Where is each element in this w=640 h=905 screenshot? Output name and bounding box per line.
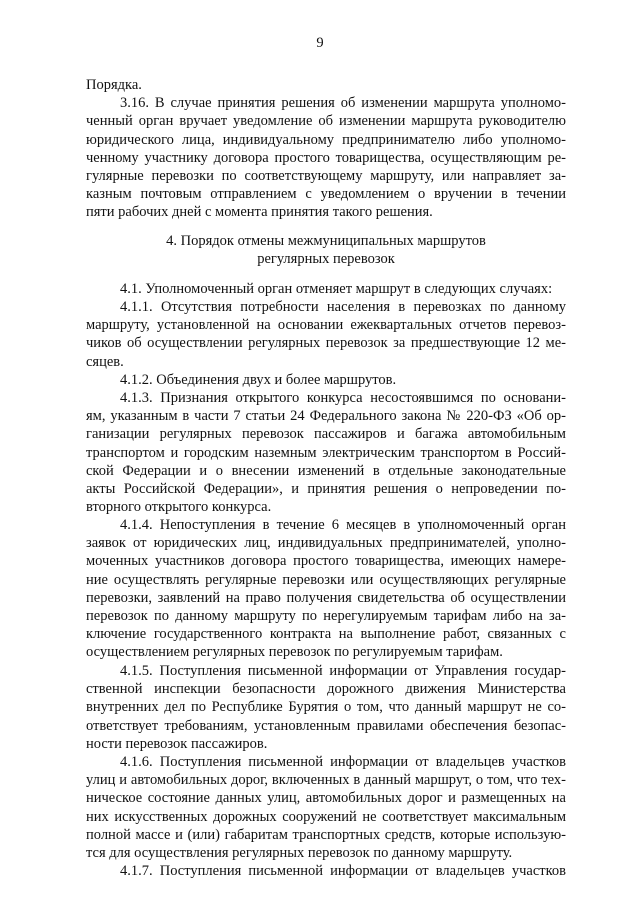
page-number: 9 <box>316 35 324 51</box>
text-line: чиков об осуществлении регулярных перевозок за предшествующие 12 ме- <box>86 335 566 352</box>
text-line: казным почтовым отправлением с уведомлением о вручении в течении <box>86 186 566 203</box>
text-line: ности перевозок пассажиров. <box>86 735 268 752</box>
text-line: 4.1. Уполномоченный орган отменяет маршрут в следующих случаях: <box>120 281 553 297</box>
text-line: транспортом и городским наземным электрическим транспортом в Россий- <box>86 444 566 461</box>
paragraph-4-1-4 <box>86 516 566 662</box>
paragraph-4-1 <box>86 280 566 298</box>
text-line: перевозок по данному маршруту по нерегулируемым тарифам либо на за- <box>86 608 566 625</box>
paragraph-4-1-1 <box>86 298 566 371</box>
paragraph-4-1-6 <box>86 753 566 862</box>
text-line: сяцев. <box>86 353 124 370</box>
text-line: ганизации регулярных перевозок пассажиров и багажа автомобильным <box>86 426 566 443</box>
text-line: осуществлением регулярных перевозок по регулируемым тарифам. <box>86 644 503 661</box>
text-line: маршруту, установленной на основании ежеквартальных отчетов перевоз- <box>86 317 566 334</box>
text-line: ответствует требованиям, установленным правилами обеспечения безопас- <box>86 717 566 734</box>
paragraph-4-1-5 <box>86 662 566 753</box>
text-line: заявок от юридических лиц, индивидуальных предпринимателей, уполно- <box>86 535 566 552</box>
text-line: 4.1.7. Поступления письменной информации от владельцев участков <box>120 863 566 879</box>
text-line: гулярные перевозки по соответствующему маршруту, или направляет за- <box>86 168 566 185</box>
text-line: ственной инспекции безопасности дорожного движения Министерства <box>86 681 566 698</box>
text-line: юридического лица, индивидуальному предпринимателю либо уполномо- <box>86 131 566 148</box>
text-line: тся для осуществления регулярных перевозок по данному маршруту. <box>86 845 513 862</box>
text-line: 4.1.1. Отсутствия потребности населения в перевозках по данному <box>120 299 566 315</box>
text-line: пяти рабочих дней с момента принятия такого решения. <box>86 204 433 221</box>
paragraph-3-16 <box>86 76 566 222</box>
text-line: 4.1.4. Непоступления в течение 6 месяцев в уполномоченный орган <box>120 517 566 533</box>
text-line: 3.16. В случае принятия решения об изменении маршрута уполномо- <box>120 95 566 112</box>
text-line: моченных участников договора простого товарищества, имеющих намере- <box>86 553 566 570</box>
text-line: внутренних дел по Республике Бурятия о том, что данный маршрут не со- <box>86 699 566 716</box>
text-line: перевозки, заявлений на право получения свидетельства об осуществлении <box>86 589 566 606</box>
text-line: ям, указанным в части 7 статьи 24 Федерального закона № 220-ФЗ «Об ор- <box>86 408 566 425</box>
text-line: 4.1.3. Признания открытого конкурса несостоявшимся по основани- <box>120 390 566 406</box>
heading-line: 4. Порядок отмены межмуниципальных маршрутов <box>166 233 486 249</box>
paragraph-4-1-2 <box>86 371 566 389</box>
paragraph-4-1-3 <box>86 389 566 516</box>
text-line: ние осуществлять регулярные перевозки или осуществляющих регулярные <box>86 571 566 588</box>
text-line: 4.1.6. Поступления письменной информации от владельцев участков <box>120 754 566 770</box>
text-line: ченный орган вручает уведомление об изменении маршрута руководителю <box>86 113 566 130</box>
text-line: вторного открытого конкурса. <box>86 499 272 516</box>
text-line: них искусственных дорожных сооружений не соответствует максимальным <box>86 808 566 825</box>
text-line: улиц и автомобильных дорог, включенных в данный маршрут, о том, что тех- <box>86 772 566 789</box>
text-line: 4.1.5. Поступления письменной информации от Управления государ- <box>120 663 566 679</box>
text-line: полной массе и (или) габаритам транспортных средств, которые использую- <box>86 826 566 843</box>
text-line: ченному участнику договора простого товарищества, осуществляющим ре- <box>86 149 566 166</box>
paragraph-4-1-7 <box>86 862 566 880</box>
section-heading <box>86 232 566 268</box>
text-line: Порядка. <box>86 77 142 93</box>
text-line: акты Российской Федерации», и принятия решения о непроведении по- <box>86 481 566 498</box>
text-line: ключение государственного контракта на выполнение работ, связанных с <box>86 626 566 643</box>
text-line: ской Федерации и о внесении изменений в отдельные законодательные <box>86 462 566 479</box>
heading-line: регулярных перевозок <box>257 251 395 268</box>
text-line: 4.1.2. Объединения двух и более маршрутов. <box>120 372 397 388</box>
text-line: ническое состояние данных улиц, автомобильных дорог и размещенных на <box>86 790 566 807</box>
